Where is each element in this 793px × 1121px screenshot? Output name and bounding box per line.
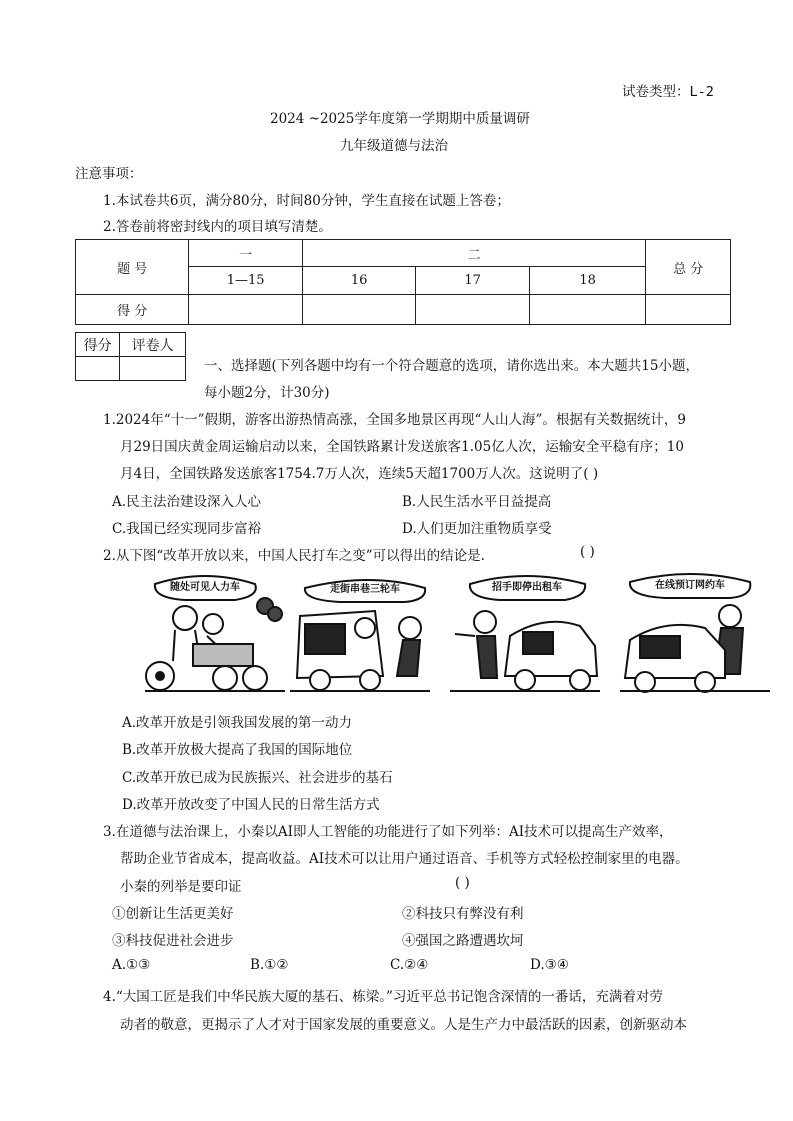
q3-option-b[interactable]: B.①②: [250, 957, 289, 973]
score-table: [75, 239, 731, 325]
paper-type: 试卷类型：L-2: [622, 84, 714, 100]
caption-ride-hailing: 在线预订网约车: [655, 580, 725, 591]
q3-statement-3: ③科技促进社会进步: [112, 933, 234, 949]
q3-option-c[interactable]: C.②④: [390, 957, 429, 973]
caption-rickshaw: 随处可见人力车: [170, 582, 240, 593]
q4-stem: 动者的敬意，更揭示了人才对于国家发展的重要意义。人是生产力中最活跃的因素，创新驱动本: [120, 1017, 687, 1033]
q3-statement-2: ②科技只有弊没有利: [402, 906, 524, 922]
question-number-label: 题 号: [76, 240, 189, 295]
caption-three-wheeler: 走街串巷三轮车: [330, 584, 400, 595]
q3-answer-paren: ( ): [455, 875, 470, 891]
section1-instructions: 每小题2分，计30分): [204, 385, 330, 401]
notice-item: 2.答卷前将密封线内的项目填写清楚。: [103, 219, 332, 235]
score-cell[interactable]: [189, 295, 302, 325]
taxi-drawing: [450, 576, 600, 691]
three-wheeler-drawing: [290, 580, 430, 691]
notice-item: 1.本试卷共6页，满分80分，时间80分钟，学生直接在试题上答卷；: [103, 193, 510, 209]
q2-answer-paren: ( ): [580, 544, 595, 560]
grader-table: [75, 332, 186, 381]
score-cell[interactable]: [302, 295, 415, 325]
q2-stem: 2.从下图“改革开放以来，中国人民打车之变”可以得出的结论是.: [103, 548, 485, 564]
q3-statement-1: ①创新让生活更美好: [112, 906, 234, 922]
taxi-evolution-cartoon: [125, 566, 770, 696]
total-label: 总 分: [646, 240, 731, 295]
q1-option-a[interactable]: A.民主法治建设深入人心: [112, 494, 262, 510]
q3-option-d[interactable]: D.③④: [530, 957, 569, 973]
q3-stem: 帮助企业节省成本，提高收益。AI技术可以让用户通过语音、手机等方式轻松控制家里的电器。: [120, 851, 689, 867]
grader-name-label: 评卷人: [120, 333, 186, 357]
q3-option-a[interactable]: A.①③: [112, 957, 151, 973]
section1-instructions: 一、选择题(下列各题中均有一个符合题意的选项，请你选出来。本大题共15小题，: [204, 358, 699, 374]
q3-statement-4: ④强国之路遭遇坎坷: [402, 933, 524, 949]
q3-stem: 3.在道德与法治课上，小秦以AI即人工智能的功能进行了如下列举：AI技术可以提高生产效率，: [103, 824, 673, 840]
q1-option-b[interactable]: B.人民生活水平日益提高: [402, 494, 552, 510]
q1-option-c[interactable]: C.我国已经实现同步富裕: [112, 521, 262, 537]
grader-score-label: 得分: [76, 333, 120, 357]
q3-stem: 小秦的列举是要印证: [120, 879, 242, 895]
score-cell[interactable]: [646, 295, 731, 325]
score-cell[interactable]: [416, 295, 529, 325]
sub-header: 18: [529, 267, 645, 295]
q2-option-b[interactable]: B.改革开放极大提高了我国的国际地位: [122, 742, 353, 758]
exam-title: 2024 ~2025学年度第一学期期中质量调研: [270, 111, 530, 127]
grader-name-cell[interactable]: [120, 357, 186, 381]
ride-hailing-drawing: [620, 574, 770, 692]
section1-header: 一: [189, 240, 302, 267]
q2-option-c[interactable]: C.改革开放已成为民族振兴、社会进步的基石: [122, 770, 393, 786]
grader-score-cell[interactable]: [76, 357, 120, 381]
sub-header: 1—15: [189, 267, 302, 295]
q2-option-d[interactable]: D.改革开放改变了中国人民的日常生活方式: [122, 797, 380, 813]
exam-subtitle: 九年级道德与法治: [340, 138, 448, 154]
caption-taxi: 招手即停出租车: [492, 582, 562, 593]
q1-stem: 1.2024年“十一”假期，游客出游热情高涨，全国多地景区再现“人山人海”。根据有关数据统计，9: [103, 412, 686, 428]
notice-heading: 注意事项：: [75, 166, 143, 182]
section2-header: 二: [302, 240, 645, 267]
score-label: 得 分: [76, 295, 189, 325]
q1-stem: 月29日国庆黄金周运输启动以来，全国铁路累计发送旅客1.05亿人次，运输安全平稳有序；10: [120, 439, 684, 455]
q1-option-d[interactable]: D.人们更加注重物质享受: [402, 521, 552, 537]
rickshaw-drawing: [145, 576, 285, 691]
q2-option-a[interactable]: A.改革开放是引领我国发展的第一动力: [122, 715, 353, 731]
sub-header: 16: [302, 267, 415, 295]
sub-header: 17: [416, 267, 529, 295]
score-cell[interactable]: [529, 295, 645, 325]
q4-stem: 4.“大国工匠是我们中华民族大厦的基石、栋梁。”习近平总书记饱含深情的一番话，充满着对劳: [103, 989, 663, 1005]
q1-stem: 月4日，全国铁路发送旅客1754.7万人次，连续5天超1700万人次。这说明了( ): [120, 466, 599, 482]
